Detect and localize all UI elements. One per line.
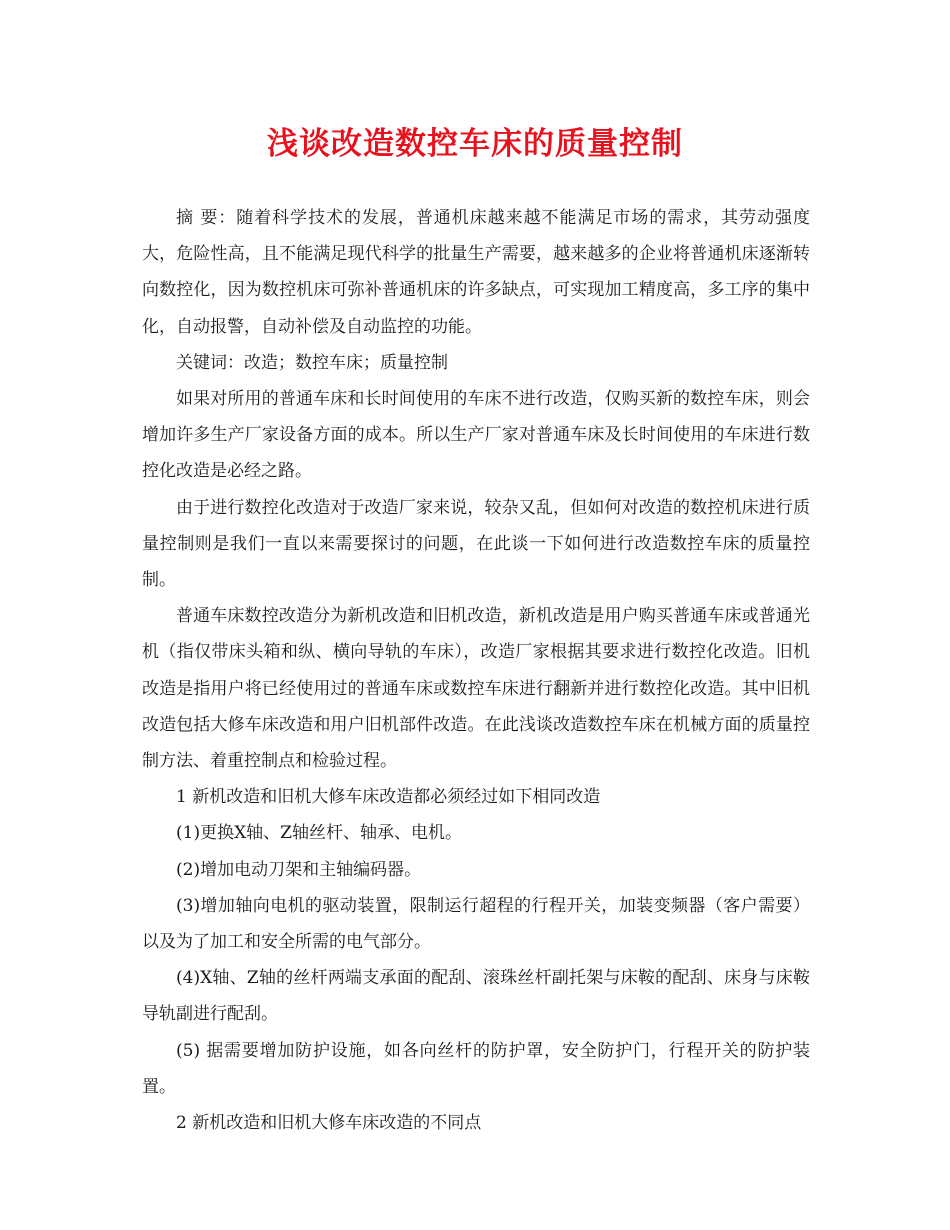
section-heading: 1 新机改造和旧机大修车床改造都必须经过如下相同改造	[176, 787, 601, 808]
list-item: (2)增加电动刀架和主轴编码器。	[176, 859, 422, 880]
document-title: 浅谈改造数控车床的质量控制	[267, 126, 683, 162]
body-paragraph: 由于进行数控化改造对于改造厂家来说，较杂又乱，但如何对改造的数控机床进行质量控制则是我们一直以来需要探讨的问题，在此谈一下如何进行改造数控车床的质量控制。	[142, 497, 810, 591]
list-item: (3)增加轴向电机的驱动装置，限制运行超程的行程开关，加装变频器（客户需要）以及为了加工和安全所需的电气部分。	[142, 895, 810, 953]
list-item: (4)X轴、Z轴的丝杆两端支承面的配刮、滚珠丝杆副托架与床鞍的配刮、床身与床鞍导轨副进行配刮。	[142, 968, 810, 1025]
list-item: (5) 据需要增加防护设施，如各向丝杆的防护罩，安全防护门，行程开关的防护装置。	[142, 1040, 810, 1097]
keywords-paragraph: 关键词：改造；数控车床；质量控制	[176, 352, 448, 373]
section-heading: 2 新机改造和旧机大修车床改造的不同点	[176, 1113, 482, 1134]
list-item: (1)更换X轴、Z轴丝杆、轴承、电机。	[176, 823, 462, 844]
body-paragraph: 如果对所用的普通车床和长时间使用的车床不进行改造，仅购买新的数控车床，则会增加许多生产厂家设备方面的成本。所以生产厂家对普通车床及长时间使用的车床进行数控化改造是必经之路。	[142, 389, 810, 482]
body-paragraph: 普通车床数控改造分为新机改造和旧机改造，新机改造是用户购买普通车床或普通光机（指仅带床头箱和纵、横向导轨的车床），改造厂家根据其要求进行数控化改造。旧机改造是指用户将已经使用过的普通车床或数控车床进行翻新并进行数控化改造。其中旧机改造包括大修车床改造和用户旧机部件改造。在此浅谈改造数控车床在机械方面的质量控制方法、着重控制点和检验过程。	[142, 606, 810, 772]
document-body	[142, 200, 810, 1141]
abstract-paragraph: 摘 要：随着科学技术的发展，普通机床越来越不能满足市场的需求，其劳动强度大，危险性高，且不能满足现代科学的批量生产需要，越来越多的企业将普通机床逐渐转向数控化，因为数控机床可弥补普通机床的许多缺点，可实现加工精度高，多工序的集中化，自动报警，自动补偿及自动监控的功能。	[142, 208, 810, 337]
